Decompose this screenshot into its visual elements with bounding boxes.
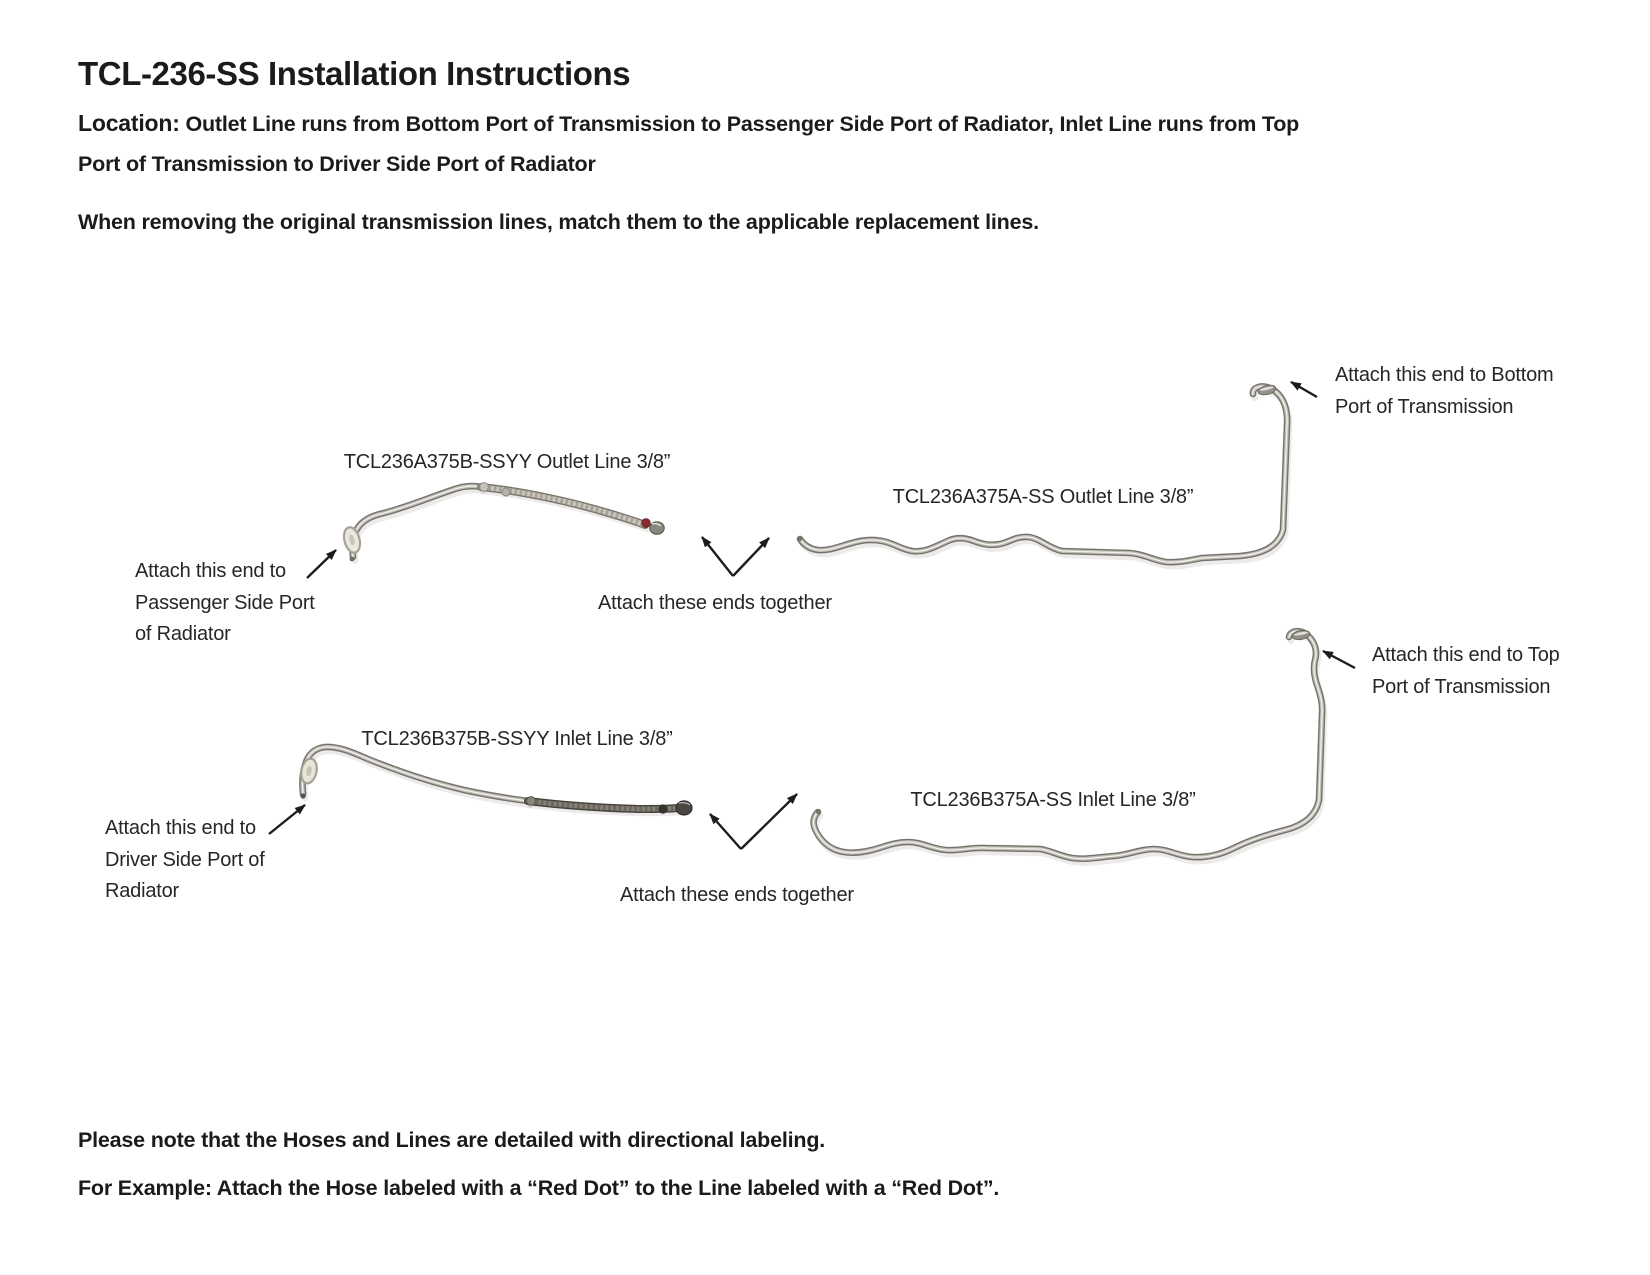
line-tip (816, 810, 820, 814)
annotation-line: Radiator (105, 880, 179, 902)
intro-text: When removing the original transmission lines, match them to the applicable replacement lines. (78, 210, 1039, 234)
annotation-line: Attach this end to (135, 560, 286, 582)
hose-tip (300, 793, 305, 798)
arrow-together-top-left (702, 537, 733, 576)
location-line-1 (78, 110, 1299, 137)
hose-union-collar (527, 797, 536, 806)
page-title: TCL-236-SS Installation Instructions (78, 55, 631, 92)
label-outlet-hose: TCL236A375B-SSYY Outlet Line 3/8” (343, 451, 671, 473)
arrow-to-bottom-port (1291, 382, 1317, 397)
arrow-to-driver-port (269, 805, 305, 834)
radiator-clip (299, 757, 319, 785)
location-text: Outlet Line runs from Bottom Port of Transmission to Passenger Side Port of Radiator, Inlet Line runs from Top (179, 112, 1300, 136)
arrow-together-top-right (733, 538, 769, 576)
annotation-line: of Radiator (135, 623, 231, 645)
arrow-together-bottom-left (710, 814, 741, 849)
annotation-line: Attach this end to Bottom (1335, 364, 1554, 386)
annotation-together-top: Attach these ends together (598, 592, 832, 614)
hose-tip (350, 557, 355, 562)
line-tip (798, 537, 802, 541)
arrow-together-bottom-right (741, 794, 797, 849)
location-line-2: Port of Transmission to Driver Side Port of Radiator (78, 152, 596, 176)
annotation-line: Attach this end to Top (1372, 644, 1560, 666)
annotation-line: Port of Transmission (1335, 395, 1514, 418)
annotation-passenger-port (135, 556, 315, 651)
annotation-driver-port (105, 813, 265, 908)
label-outlet-steel-line: TCL236A375A-SS Outlet Line 3/8” (892, 486, 1194, 508)
label-inlet-steel-line: TCL236B375A-SS Inlet Line 3/8” (910, 789, 1196, 811)
hose-union-collar (480, 483, 489, 492)
outlet-hose-drawing (341, 483, 664, 562)
inlet-hose-drawing (299, 747, 692, 815)
annotation-line: Passenger Side Port (135, 591, 315, 614)
hose-end-ring (658, 804, 667, 813)
annotation-line: Port of Transmission (1372, 675, 1551, 698)
directional-note: Please note that the Hoses and Lines are detailed with directional labeling. (78, 1128, 826, 1152)
arrow-to-top-port (1323, 651, 1355, 668)
label-inlet-hose: TCL236B375B-SSYY Inlet Line 3/8” (361, 728, 673, 750)
annotation-together-bottom: Attach these ends together (620, 884, 854, 906)
red-dot-marker (642, 519, 651, 528)
annotation-bottom-port (1335, 360, 1553, 423)
annotation-top-port (1372, 640, 1560, 703)
annotation-line: Driver Side Port of (105, 848, 265, 871)
example-note: For Example: Attach the Hose labeled with a “Red Dot” to the Line labeled with a “Red Dot”. (78, 1176, 1000, 1200)
inlet-steel-line-drawing (814, 629, 1325, 863)
location-label: Location: (78, 110, 180, 136)
outlet-steel-line-drawing (798, 384, 1289, 567)
hose-coupling (502, 488, 510, 496)
annotation-line: Attach this end to (105, 817, 256, 839)
